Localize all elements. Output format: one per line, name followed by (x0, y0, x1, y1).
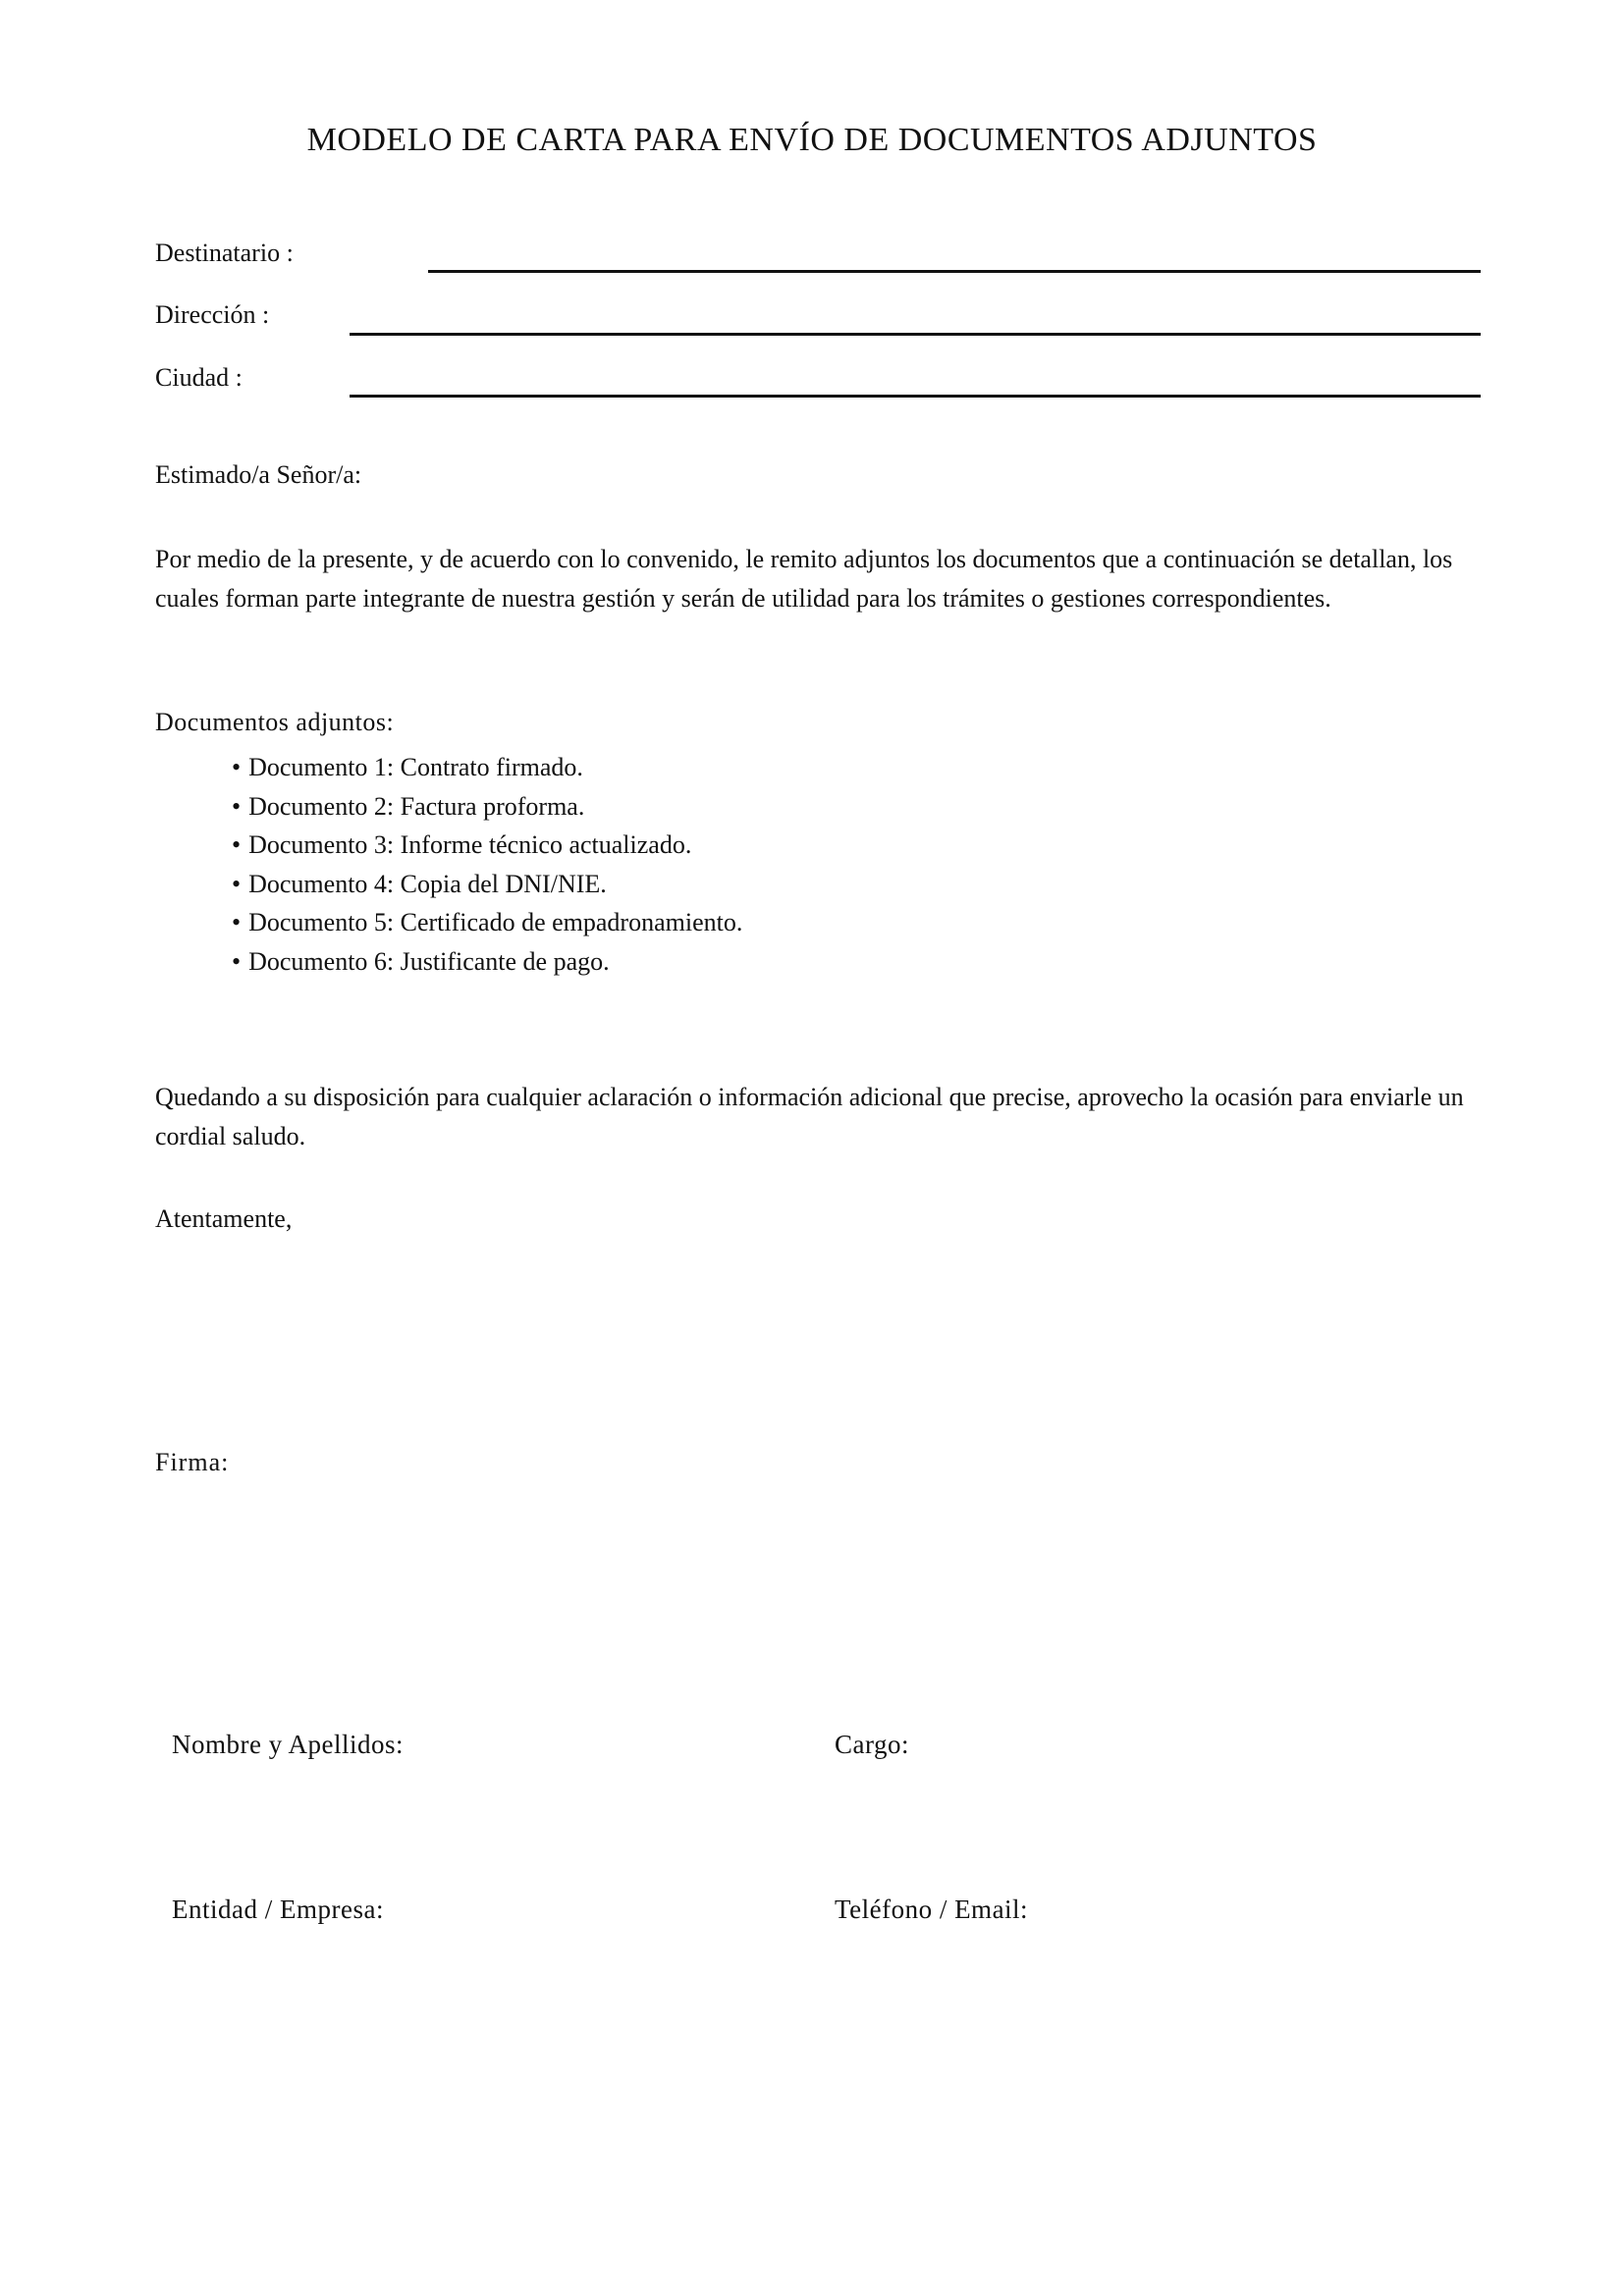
list-item: • Documento 2: Factura proforma. (232, 787, 742, 827)
documents-list (232, 748, 742, 981)
intro-paragraph: Por medio de la presente, y de acuerdo con lo convenido, le remito adjuntos los documentos que a continuación se detallan, los cuales forman parte integrante de nuestra gestión y serán de utilidad para los trámites o gestiones correspondientes. (155, 545, 1453, 613)
list-item: • Documento 1: Contrato firmado. (232, 748, 742, 787)
ciudad-label: Ciudad : (155, 363, 243, 392)
direccion-input-line[interactable] (350, 333, 1481, 336)
greeting: Estimado/a Señor/a: (155, 460, 362, 489)
position-label: Cargo: (835, 1730, 909, 1759)
company-label: Entidad / Empresa: (172, 1895, 384, 1924)
document-title: MODELO DE CARTA PARA ENVÍO DE DOCUMENTOS ADJUNTOS (306, 122, 1318, 158)
name-label: Nombre y Apellidos: (172, 1730, 404, 1759)
list-item: • Documento 6: Justificante de pago. (232, 942, 742, 982)
destinatario-input-line[interactable] (428, 270, 1481, 273)
documents-heading: Documentos adjuntos: (155, 708, 395, 736)
sign-off: Atentamente, (155, 1204, 293, 1233)
signature-label: Firma: (155, 1448, 230, 1476)
closing-paragraph: Quedando a su disposición para cualquier aclaración o información adicional que precise, aprovecho la ocasión para enviarle un cordial saludo. (155, 1083, 1464, 1150)
ciudad-input-line[interactable] (350, 395, 1481, 398)
destinatario-label: Destinatario : (155, 239, 294, 267)
list-item: • Documento 4: Copia del DNI/NIE. (232, 865, 742, 904)
direccion-label: Dirección : (155, 300, 270, 329)
list-item: • Documento 3: Informe técnico actualizado. (232, 826, 742, 865)
contact-label: Teléfono / Email: (835, 1895, 1029, 1924)
list-item: • Documento 5: Certificado de empadronamiento. (232, 903, 742, 942)
